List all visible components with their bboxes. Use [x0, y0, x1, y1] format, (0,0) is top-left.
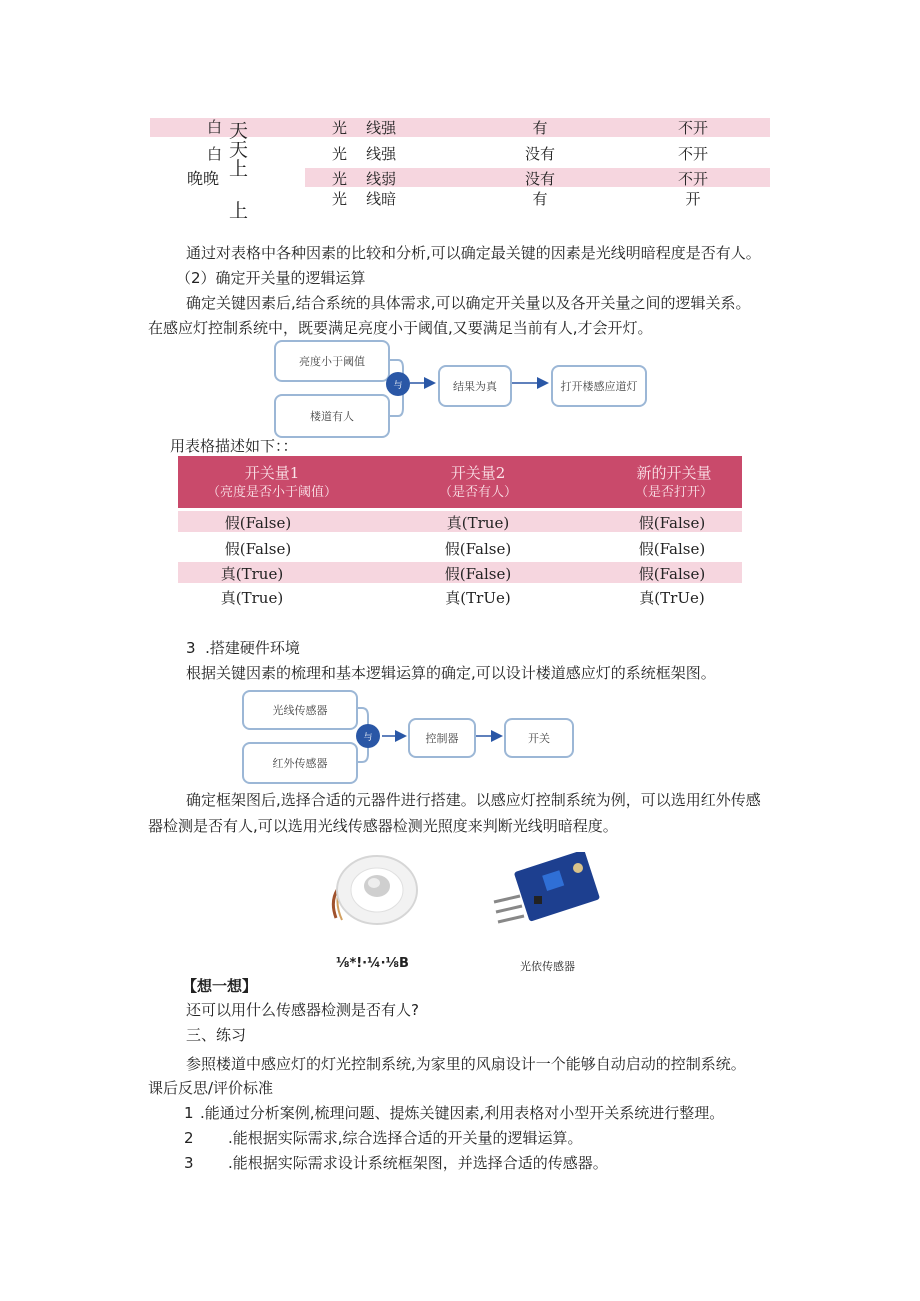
result-box: 结果为真 — [438, 365, 512, 407]
paragraph: 通过对表格中各种因素的比较和分析,可以确定最关键的因素是光线明暗程度是否有人。 — [186, 244, 761, 262]
image-caption: 光依传感器 — [520, 960, 575, 973]
output-box: 打开楼感应道灯 — [551, 365, 647, 407]
big-day-label: 天天上 — [229, 120, 249, 180]
paragraph: 根据关键因素的梳理和基本逻辑运算的确定,可以设计楼道感应灯的系统框架图。 — [186, 664, 716, 682]
result-cell: 不开 — [677, 170, 708, 188]
table-intro: 用表格描述如下：： — [170, 437, 298, 455]
column-header-title: 开关量1 — [244, 464, 300, 482]
light-cell: 光 线强 — [332, 119, 397, 137]
person-cell: 没有 — [524, 145, 555, 163]
result-cell: 开 — [685, 190, 701, 208]
table-cell: 真(TrUe) — [445, 589, 511, 607]
light-cell: 光 线强 — [332, 145, 397, 163]
paragraph: 确定框架图后,选择合适的元器件进行搭建。以感应灯控制系统为例，可以选用红外传感 — [186, 791, 761, 809]
table-cell: 真(True) — [220, 565, 284, 583]
day-label: 白 — [207, 118, 223, 136]
person-cell: 有 — [532, 119, 548, 137]
criterion-number: 3 — [184, 1154, 194, 1172]
column-header — [580, 463, 768, 503]
night-label: 晚晚 — [187, 169, 220, 188]
person-cell: 没有 — [524, 170, 555, 188]
paragraph: 在感应灯控制系统中，既要满足亮度小于阈值,又要满足当前有人,才会开灯。 — [148, 319, 653, 337]
table-cell: 假(False) — [638, 565, 706, 583]
result-cell: 不开 — [677, 145, 708, 163]
table-cell: 真(TrUe) — [639, 589, 705, 607]
section-title: 3 .搭建硬件环境 — [186, 639, 300, 657]
input-box-brightness: 亮度小于阈值 — [274, 340, 390, 382]
table-cell: 假(False) — [444, 565, 512, 583]
reflection-title: 课后反思/评价标准 — [148, 1079, 274, 1097]
criterion-number: 1 — [184, 1104, 194, 1122]
photoresistor-sensor-image — [486, 852, 608, 932]
paragraph: 器检测是否有人,可以选用光线传感器检测光照度来判断光线明暗程度。 — [148, 817, 618, 835]
and-operator: 与 — [356, 724, 380, 748]
criterion-text: .能根据实际需求设计系统框架图，并选择合适的传感器。 — [228, 1154, 608, 1172]
table-cell: 真(True) — [220, 589, 284, 607]
paragraph: 确定关键因素后,结合系统的具体需求,可以确定开关量以及各开关量之间的逻辑关系。 — [186, 294, 751, 312]
system-framework-diagram — [238, 688, 578, 786]
table-cell: 假(False) — [638, 514, 706, 532]
think-question: 还可以用什么传感器检测是否有人? — [186, 1001, 419, 1019]
exercise-text: 参照楼道中感应灯的灯光控制系统,为家里的风扇设计一个能够自动启动的控制系统。 — [186, 1055, 746, 1073]
logic-diagram — [270, 338, 650, 440]
input-box-person: 楼道有人 — [274, 394, 390, 438]
infrared-sensor-image — [322, 852, 422, 932]
day-label: 白 — [207, 145, 223, 163]
image-caption: ⅛*!·¼·⅛B — [336, 956, 409, 971]
column-header — [384, 463, 572, 503]
table-cell: 假(False) — [638, 540, 706, 558]
result-cell: 不开 — [677, 119, 708, 137]
table-cell: 假(False) — [224, 540, 292, 558]
controller-box: 控制器 — [408, 718, 476, 758]
column-header — [178, 463, 366, 503]
light-cell: 光 线弱 — [332, 170, 397, 188]
light-sensor-box: 光线传感器 — [242, 690, 358, 730]
table-cell: 假(False) — [444, 540, 512, 558]
table-cell: 真(True) — [446, 514, 510, 532]
criterion-text: .能通过分析案例,梳理问题、提炼关键因素,利用表格对小型开关系统进行整理。 — [200, 1104, 725, 1122]
column-header-sub: （亮度是否小于阈值） — [206, 485, 337, 500]
infrared-sensor-box: 红外传感器 — [242, 742, 358, 784]
think-title: 【想一想】 — [182, 977, 258, 995]
light-cell: 光 线暗 — [332, 190, 397, 208]
person-cell: 有 — [532, 190, 548, 208]
column-header-sub: （是否打开） — [634, 485, 713, 500]
table-cell: 假(False) — [224, 514, 292, 532]
column-header-title: 开关量2 — [450, 464, 506, 482]
section-title: （2）确定开关量的逻辑运算 — [176, 269, 366, 287]
column-header-title: 新的开关量 — [636, 464, 712, 482]
section-title: 三、练习 — [186, 1026, 247, 1044]
switch-box: 开关 — [504, 718, 574, 758]
column-header-sub: （是否有人） — [438, 485, 517, 500]
big-night-label: 上 — [229, 200, 249, 222]
and-operator: 与 — [386, 372, 410, 396]
criterion-number: 2 — [184, 1129, 194, 1147]
criterion-text: .能根据实际需求,综合选择合适的开关量的逻辑运算。 — [228, 1129, 583, 1147]
